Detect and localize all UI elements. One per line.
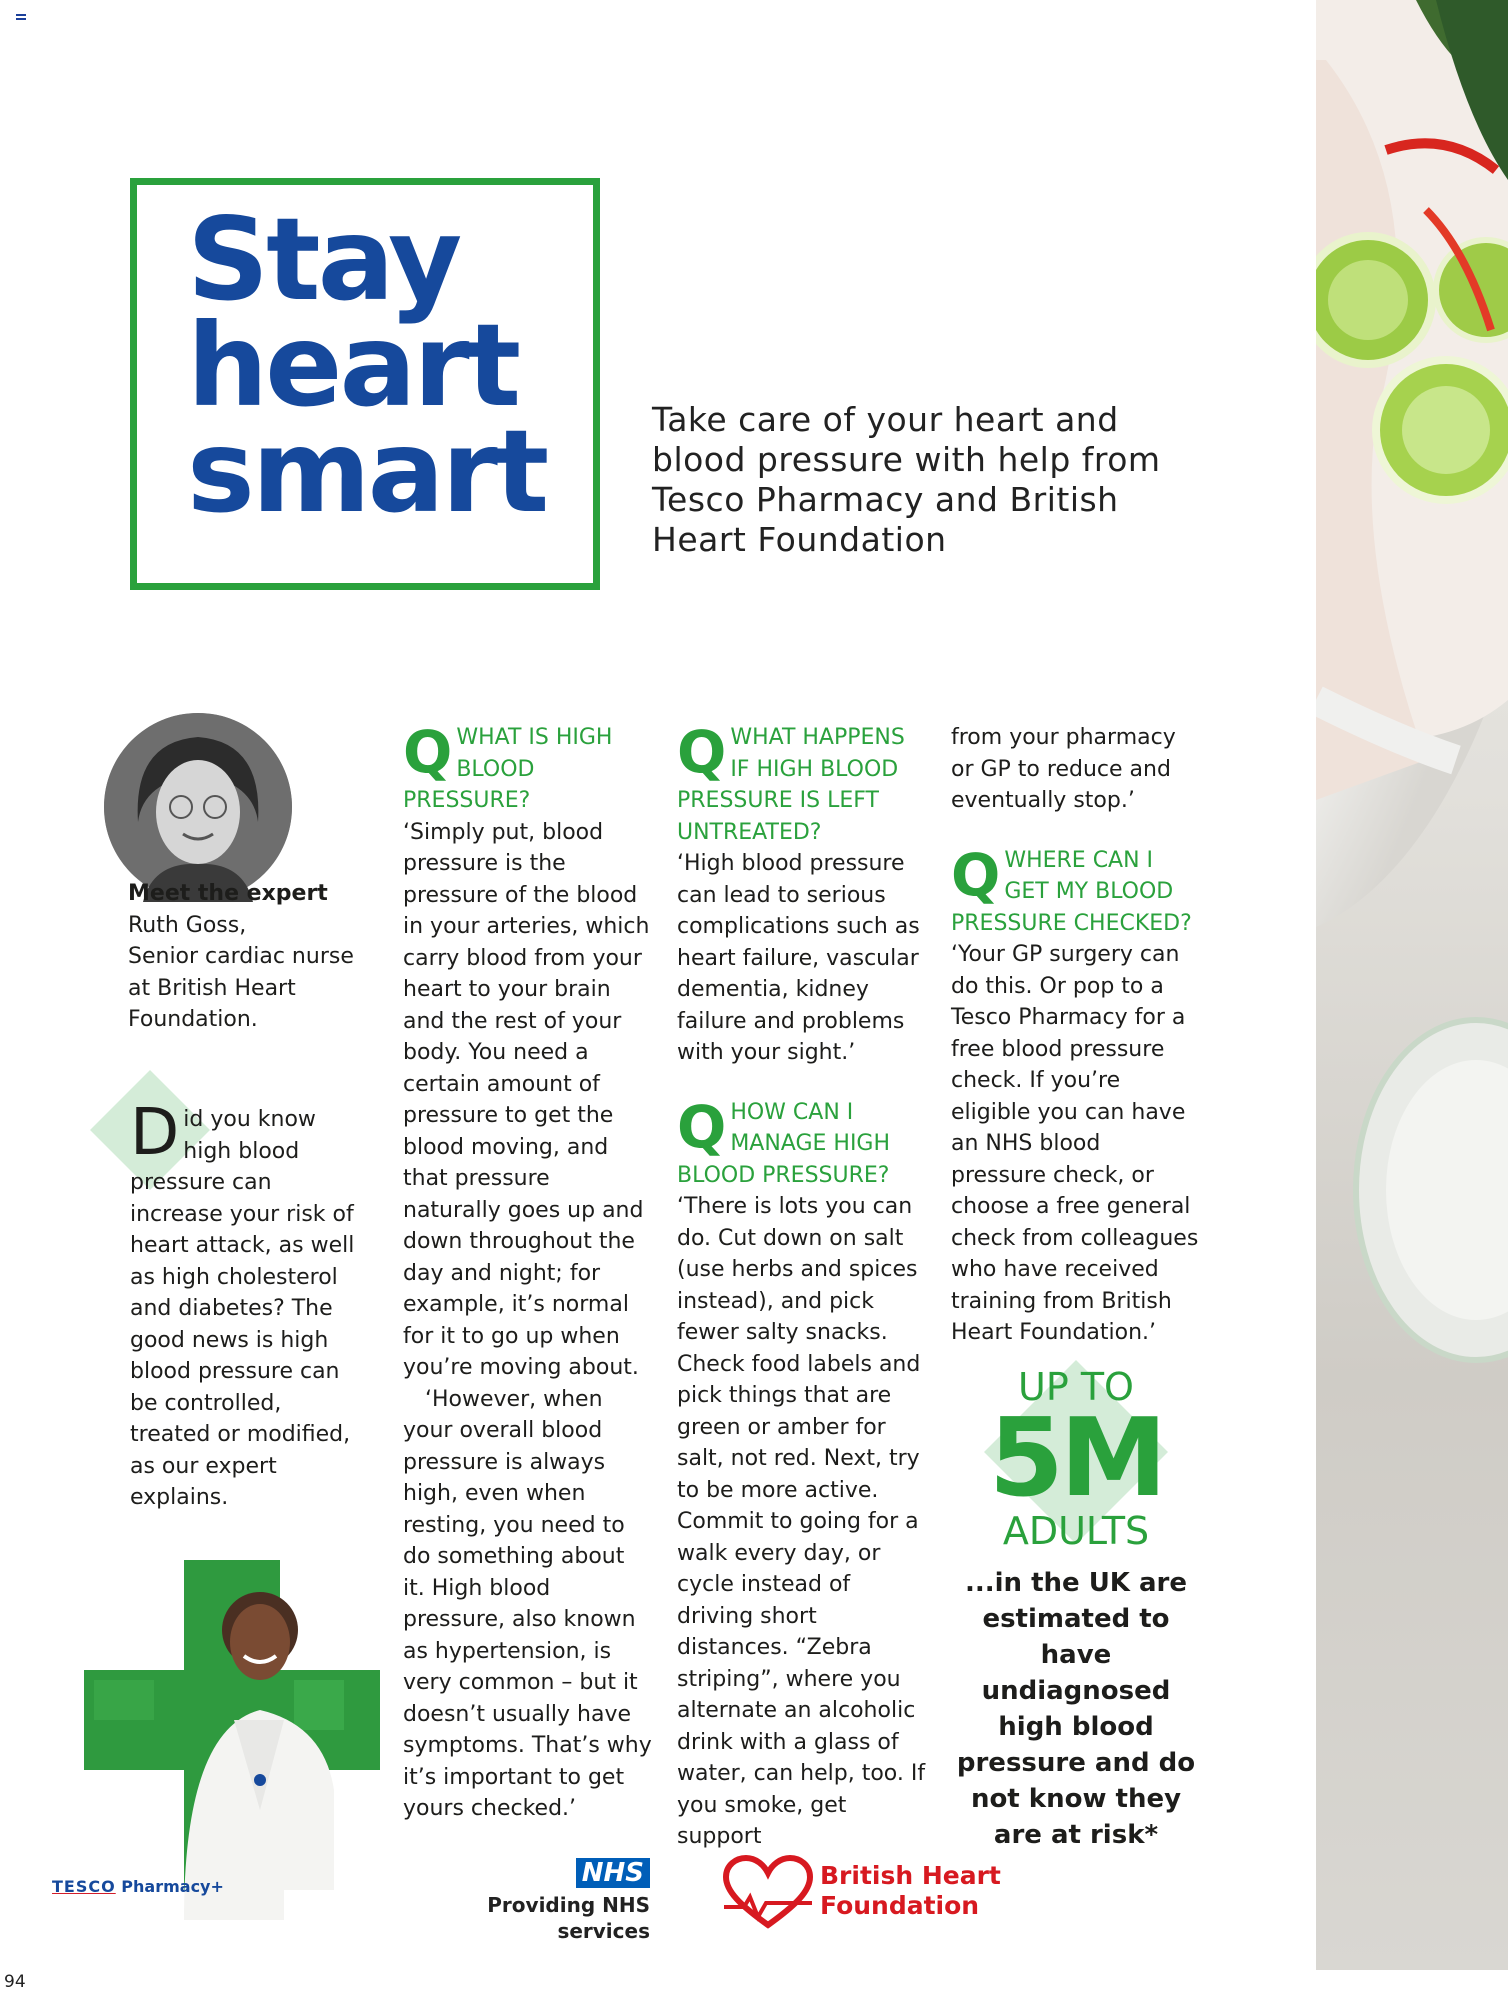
answer-text: ‘Simply put, blood pressure is the pressure of the blood in your arteries, which carry blood from your heart to your brain and the rest of your body. You need a certain amount of pressure to get the blood moving, and that pressure naturally goes up and down throughout the day and night; for example, it’s normal for it to go up when you’re moving about.	[403, 819, 650, 1380]
title-line: heart	[187, 299, 519, 433]
title-box	[130, 178, 600, 590]
question-heading	[403, 718, 653, 817]
answer-continuation: from your pharmacy or GP to reduce and eventually stop.’	[951, 725, 1176, 813]
question-heading	[951, 840, 1201, 940]
question-text: WHERE CAN I GET MY BLOOD PRESSURE CHECKED?	[951, 847, 1192, 936]
qa-item	[403, 718, 653, 1825]
page-number: 94	[4, 1972, 26, 1992]
drop-cap: D	[130, 1096, 180, 1170]
article-column-2	[677, 718, 927, 1879]
q-letter: Q	[951, 840, 1001, 909]
bhf-logo	[720, 1855, 1020, 1931]
question-heading	[677, 1092, 927, 1192]
q-letter: Q	[677, 1092, 727, 1161]
food-photo	[1316, 0, 1508, 1970]
question-text: WHAT HAPPENS IF HIGH BLOOD PRESSURE IS LEFT UNTREATED?	[677, 725, 905, 845]
did-you-know-text	[90, 1070, 360, 1514]
nhs-wordmark: NHS	[576, 1858, 650, 1888]
stat-prefix: UP TO	[1018, 1365, 1134, 1409]
answer-text: ‘Your GP surgery can do this. Or pop to a Tesco Pharmacy for a free blood pressure check. If you’re eligible you can have an NHS blood pressure check, or choose a free general check from colleagues who have received training from British Heart Foundation.’	[951, 942, 1199, 1345]
question-text: HOW CAN I MANAGE HIGH BLOOD PRESSURE?	[677, 1099, 891, 1188]
q-letter: Q	[403, 718, 453, 786]
expert-info	[128, 878, 378, 1036]
question-heading	[677, 718, 927, 848]
expert-avatar	[103, 712, 293, 902]
article-column-1	[403, 718, 653, 1851]
stat-number: 5M	[988, 1396, 1164, 1521]
answer-text: ‘High blood pressure can lead to serious complications such as heart failure, vascular dementia, kidney failure and problems with your sight.’	[677, 851, 920, 1065]
expert-name: Ruth Goss,	[128, 912, 247, 938]
qa-item	[951, 840, 1201, 1349]
bhf-heart-icon	[720, 1855, 816, 1931]
nhs-subtitle: Providing NHS services	[487, 1893, 650, 1943]
qa-item	[677, 1092, 927, 1853]
nhs-logo	[420, 1858, 650, 1944]
statistic-callout	[951, 1355, 1201, 1853]
pharmacy-wordmark: Pharmacy+	[121, 1877, 224, 1896]
menu-icon[interactable]	[16, 14, 26, 24]
article-column-3	[951, 722, 1201, 1375]
answer-text: ‘There is lots you can do. Cut down on salt (use herbs and spices instead), and pick fewer salty snacks. Check food labels and pick things that are green or amber for salt, not red. Next, try to be more active. Commit to going for a walk every day, or cycle instead of driving short distances. “Zebra striping”, where you alternate an alcoholic drink with a glass of water, can help, too. If you smoke, get support	[677, 1194, 926, 1849]
question-text: WHAT IS HIGH BLOOD PRESSURE?	[403, 725, 613, 813]
tesco-wordmark: TESCO	[52, 1877, 116, 1896]
tesco-pharmacy-logo	[52, 1877, 224, 1896]
page-title	[187, 193, 547, 539]
q-letter: Q	[677, 718, 727, 786]
bhf-wordmark: British Heart Foundation	[820, 1861, 1001, 1920]
title-line: smart	[187, 405, 547, 539]
expert-role: Senior cardiac nurse at British Heart Foundation.	[128, 944, 354, 1032]
intro-text: Take care of your heart and blood pressure with help from Tesco Pharmacy and British Heart Foundation	[652, 400, 1161, 559]
title-line: Stay	[187, 193, 460, 326]
expert-heading: Meet the expert	[128, 881, 328, 906]
stat-unit: ADULTS	[1002, 1509, 1150, 1553]
pharmacist-image	[84, 1560, 380, 1920]
stat-description: ...in the UK are estimated to have undiagnosed high blood pressure and do not know they are at risk*	[956, 1568, 1196, 1850]
did-you-know-body: id you know high blood pressure can increase your risk of heart attack, as well as high cholesterol and diabetes? The good news is high blood pressure can be controlled, treated or modified, as our expert explains.	[130, 1107, 355, 1510]
qa-item	[677, 718, 927, 1069]
answer-text-continued: ‘However, when your overall blood pressure is always high, even when resting, you need to do something about it. High blood pressure, also known as hypertension, is very common – but it doesn’t usually have symptoms. That’s why it’s important to get yours checked.’	[403, 1386, 652, 1821]
did-you-know	[90, 1070, 360, 1514]
